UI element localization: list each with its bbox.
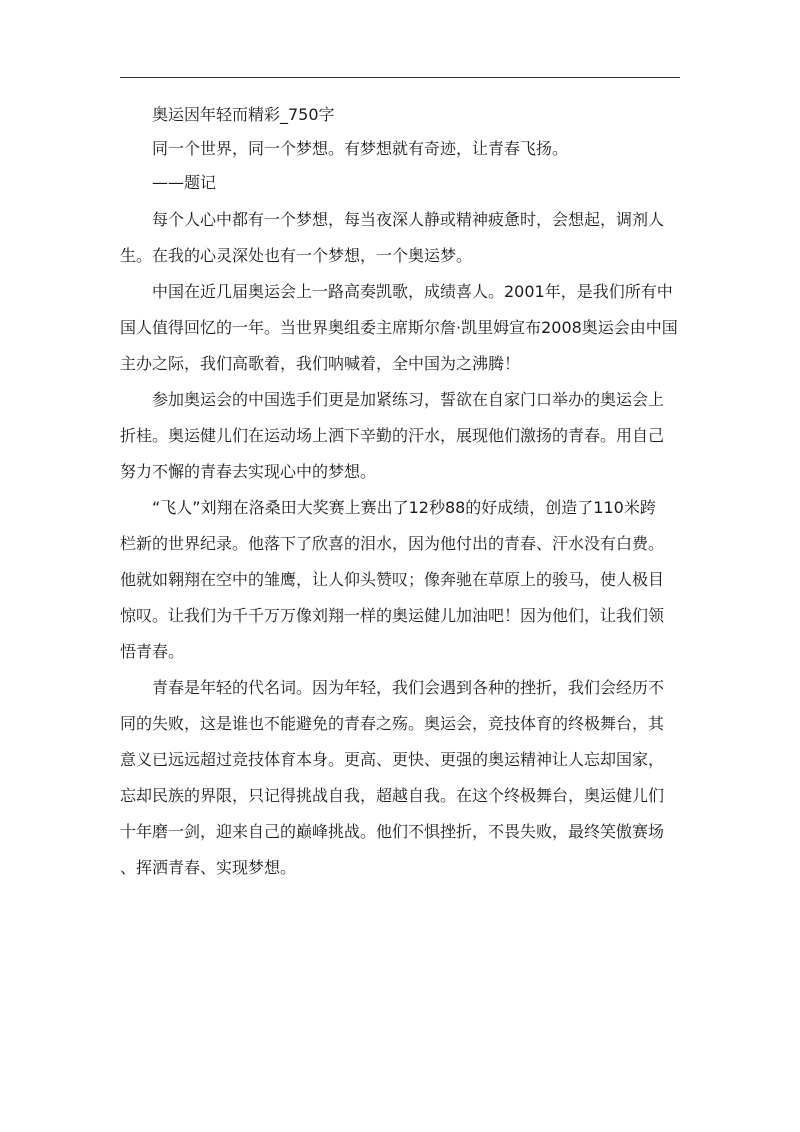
paragraph-line: 、挥洒青春、实现梦想。 bbox=[120, 858, 297, 877]
paragraph-line: 青春是年轻的代名词。因为年轻，我们会遇到各种的挫折，我们会经历不 bbox=[152, 678, 665, 697]
paragraph-line: 十年磨一剑，迎来自己的巅峰挑战。他们不惧挫折，不畏失败，最终笑傲赛场 bbox=[120, 822, 665, 841]
paragraph-line: 意义已远远超过竞技体育本身。更高、更快、更强的奥运精神让人忘却国家， bbox=[120, 750, 665, 769]
paragraph-line: 他就如翱翔在空中的雏鹰，让人仰头赞叹；像奔驰在草原上的骏马，使人极目 bbox=[120, 570, 665, 589]
paragraph-line: 每个人心中都有一个梦想，每当夜深人静或精神疲惫时，会想起，调剂人 bbox=[152, 210, 665, 229]
paragraph-line: 国人值得回忆的一年。当世界奥组委主席斯尔詹·凯里姆宣布2008奥运会由中国 bbox=[120, 318, 678, 337]
document-title: 奥运因年轻而精彩_750字 bbox=[152, 105, 335, 124]
paragraph-line: “飞人”刘翔在洛桑田大奖赛上赛出了12秒88的好成绩，创造了110米跨 bbox=[152, 498, 656, 517]
paragraph-line: 悟青春。 bbox=[120, 642, 185, 661]
paragraph-line: 栏新的世界纪录。他落下了欣喜的泪水，因为他付出的青春、汗水没有白费。 bbox=[120, 534, 665, 553]
paragraph-line: 折桂。奥运健儿们在运动场上洒下辛勤的汗水，展现他们激扬的青春。用自己 bbox=[120, 426, 665, 445]
paragraph-line: 同的失败，这是谁也不能避免的青春之殇。奥运会，竞技体育的终极舞台，其 bbox=[120, 714, 665, 733]
paragraph-line: 惊叹。让我们为千千万万像刘翔一样的奥运健儿加油吧！因为他们，让我们领 bbox=[120, 606, 665, 625]
paragraph-3 bbox=[120, 382, 682, 490]
paragraph-line: 忘却民族的界限，只记得挑战自我，超越自我。在这个终极舞台，奥运健儿们 bbox=[120, 786, 665, 805]
paragraph-line: 主办之际，我们高歌着，我们呐喊着，全中国为之沸腾！ bbox=[120, 354, 521, 373]
header-rule bbox=[120, 77, 680, 78]
paragraph-line: 中国在近几届奥运会上一路高奏凯歌，成绩喜人。2001年，是我们所有中 bbox=[152, 282, 673, 301]
document-body bbox=[120, 98, 682, 886]
epigraph: 同一个世界，同一个梦想。有梦想就有奇迹，让青春飞扬。 bbox=[152, 139, 569, 158]
paragraph-line: 生。在我的心灵深处也有一个梦想，一个奥运梦。 bbox=[120, 246, 473, 265]
paragraph-line: 参加奥运会的中国选手们更是加紧练习，誓欲在自家门口举办的奥运会上 bbox=[152, 390, 665, 409]
paragraph-2 bbox=[120, 274, 682, 382]
paragraph-line: 努力不懈的青春去实现心中的梦想。 bbox=[120, 462, 377, 481]
epigraph-source: ——题记 bbox=[152, 173, 217, 192]
paragraph-1 bbox=[120, 202, 682, 274]
paragraph-5 bbox=[120, 670, 682, 886]
paragraph-4 bbox=[120, 490, 682, 670]
